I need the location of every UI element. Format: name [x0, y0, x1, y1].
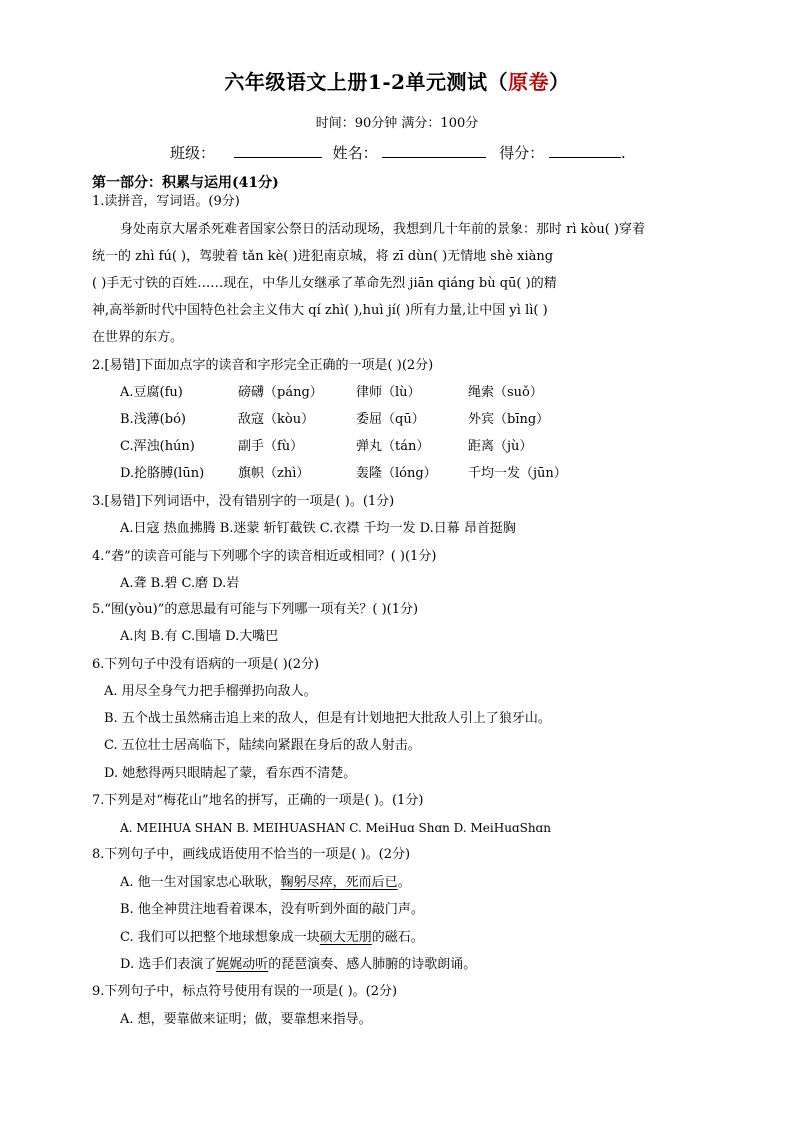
q8-c-end: 的磁石。 [371, 930, 424, 945]
q8-d-end: 的琵琶演奏、感人肺腑的诗歌朗诵。 [268, 957, 477, 972]
q8-option-b: B. 他全神贯注地看着课本，没有听到外面的敲门声。 [120, 902, 424, 917]
q1-line: ( )手无寸铁的百姓……现在，中华儿女继承了革命先烈 jiān qiáng bù qū( )的精 [92, 276, 557, 291]
q2-cell: 绳索（suǒ） [468, 385, 543, 400]
q8-option-a [120, 874, 411, 892]
q2-cell: 弹丸（tán） [356, 439, 430, 454]
q1-stem: 1.读拼音，写词语。(9分) [92, 194, 240, 209]
q3-stem: 3.[易错]下列词语中，没有错别字的一项是( )。(1分) [92, 494, 395, 509]
q2-cell: 磅礴（páng） [238, 385, 323, 400]
name-blank[interactable] [382, 143, 486, 158]
name-label: 姓名： [332, 144, 378, 162]
score-label: 得分： [499, 144, 545, 162]
info-end-dot: . [620, 144, 626, 162]
q4-stem: 4.“砻”的读音可能与下列哪个字的读音相近或相同？( )(1分) [92, 549, 437, 564]
q2-cell: 律师（lù） [356, 385, 421, 400]
q2-cell: 距离（jù） [468, 439, 533, 454]
q4-options: A.聋 B.碧 C.磨 D.岩 [120, 576, 240, 591]
q9-stem: 9.下列句子中，标点符号使用有误的一项是( )。(2分) [92, 984, 398, 999]
q2-stem: 2.[易错]下面加点字的读音和字形完全正确的一项是( )(2分) [92, 358, 434, 373]
student-info-row [170, 142, 626, 163]
q6-option: A. 用尽全身气力把手榴弹扔向敌人。 [104, 684, 317, 699]
q2-cell: B.浅薄(bó) [120, 412, 186, 427]
class-label: 班级： [170, 144, 216, 162]
q8-c-underlined-idiom: 硕大无朋 [319, 930, 372, 945]
q9-option-a: A. 想，要靠做来证明；做，要靠想来指导。 [120, 1012, 372, 1027]
title-highlight: 原卷 [508, 70, 550, 94]
q7-stem: 7.下列是对“梅花山”地名的拼写，正确的一项是( )。(1分) [92, 793, 424, 808]
section-heading: 第一部分：积累与运用(41分) [92, 175, 279, 191]
q2-row [120, 438, 532, 456]
q1-line: 统一的 zhì fú( )，驾驶着 tǎn kè( )进犯南京城，将 zī dùn( )无情地 shè xiàng [92, 249, 554, 264]
q8-a-underlined-idiom: 鞠躬尽瘁，死而后已 [280, 875, 398, 890]
q8-d-underlined-idiom: 娓娓动听 [216, 957, 269, 972]
q2-cell: C.浑浊(hún) [120, 439, 195, 454]
q8-a-end: 。 [397, 875, 411, 890]
q2-cell: 委屈（qū） [356, 412, 425, 427]
q2-row [120, 411, 549, 429]
q8-d-text: D. 选手们表演了 [120, 957, 217, 972]
page-title [0, 66, 794, 95]
q2-cell: 旗帜（zhì） [238, 466, 310, 481]
q1-line: 身处南京大屠杀死难者国家公祭日的活动现场，我想到几十年前的景象：那时 rì kòu( )穿着 [120, 222, 645, 237]
q8-option-c [120, 929, 424, 947]
q2-row [120, 465, 567, 483]
q6-option: D. 她愁得两只眼睛起了蒙，看东西不清楚。 [104, 766, 357, 781]
q2-cell: A.豆腐(fu) [120, 385, 183, 400]
q8-a-text: A. 他一生对国家忠心耿耿， [120, 875, 281, 890]
q1-line: 在世界的东方。 [92, 330, 184, 345]
title-end: ） [549, 70, 570, 94]
q2-cell: 轰隆（lóng） [356, 466, 437, 481]
title-main: 六年级语文上册1-2单元测试（ [224, 70, 509, 94]
q2-row [120, 384, 543, 402]
q2-cell: 外宾（bīng） [468, 412, 550, 427]
q8-c-text: C. 我们可以把整个地球想象成一块 [120, 930, 320, 945]
q8-option-d [120, 956, 476, 974]
q2-cell: 副手（fù） [238, 439, 304, 454]
q6-option: C. 五位壮士居高临下，陆续向紧跟在身后的敌人射击。 [104, 738, 421, 753]
q6-option: B. 五个战士虽然痛击追上来的敌人，但是有计划地把大批敌人引上了狼牙山。 [104, 711, 551, 726]
q6-stem: 6.下列句子中没有语病的一项是( )(2分) [92, 657, 320, 672]
q3-options: A.日寇 热血拂腾 B.迷蒙 斩钉截铁 C.衣襟 千均一发 D.日幕 昂首挺胸 [120, 521, 516, 536]
q7-options: A. MEIHUA SHAN B. MEIHUASHAN C. MeiHuɑ Shɑn D. MeiHuɑShɑn [120, 821, 551, 835]
q5-stem: 5.“囿(yòu)”的意思最有可能与下列哪一项有关？( )(1分) [92, 602, 419, 617]
q2-cell: D.抡胳膊(lūn) [120, 466, 205, 481]
q8-stem: 8.下列句子中，画线成语使用不恰当的一项是( )。(2分) [92, 847, 411, 862]
score-blank[interactable] [549, 143, 621, 158]
q2-cell: 敌寇（kòu） [238, 412, 315, 427]
class-blank[interactable] [234, 143, 322, 158]
q1-line: 神,高举新时代中国特色社会主义伟大 qí zhì( ),huì jí( )所有力量,让中国 yì lì( ) [92, 303, 548, 318]
exam-meta: 时间：90分钟 满分：100分 [315, 116, 479, 131]
q2-cell: 千均一发（jūn） [468, 466, 567, 481]
q5-options: A.肉 B.有 C.围墙 D.大嘴巴 [120, 629, 279, 644]
